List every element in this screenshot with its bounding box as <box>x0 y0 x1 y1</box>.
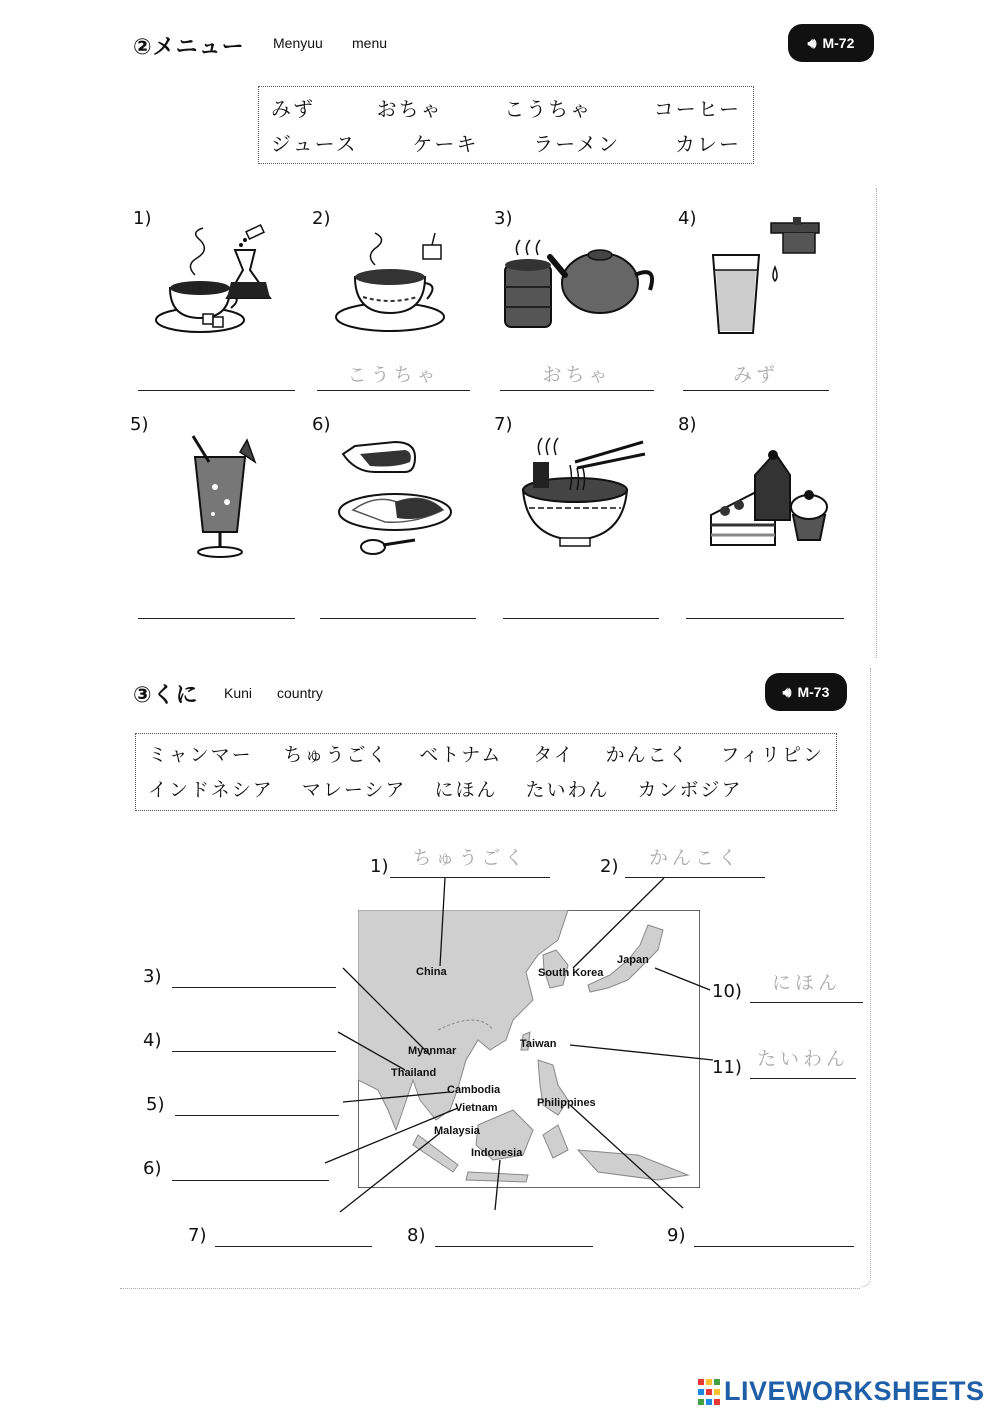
blank-answer-11: たいわん <box>756 1048 849 1070</box>
blank-number: 1) <box>370 856 389 877</box>
item-number: 7) <box>494 414 513 435</box>
blank-number: 3) <box>143 966 162 987</box>
liveworksheets-logo-text: LIVEWORKSHEETS <box>724 1376 985 1406</box>
item-number: 8) <box>678 414 697 435</box>
blank-number: 5) <box>146 1094 165 1115</box>
word-bank-item: コーヒー <box>653 97 741 121</box>
audio-badge-label: M-73 <box>797 684 830 700</box>
blank-line-9[interactable] <box>694 1246 854 1247</box>
liveworksheets-logo[interactable] <box>698 1376 985 1407</box>
word-bank-item: ラーメン <box>533 132 621 156</box>
blank-answer-10: にほん <box>771 972 841 994</box>
map-label-indonesia: Indonesia <box>471 1147 523 1159</box>
blank-number: 9) <box>667 1225 686 1246</box>
word-bank-item: カンボジア <box>637 779 743 801</box>
answer-text-3: おちゃ <box>542 364 612 386</box>
map-label-thailand: Thailand <box>391 1067 437 1079</box>
blank-number: 2) <box>600 856 619 877</box>
blank-number: 8) <box>407 1225 426 1246</box>
item-number: 2) <box>312 208 331 229</box>
answer-text-2: こうちゃ <box>347 364 440 386</box>
speaker-icon: 🔊︎ <box>782 683 792 700</box>
blank-line-1[interactable] <box>390 877 550 878</box>
map-label-myanmar: Myanmar <box>408 1045 457 1057</box>
word-bank-item: にほん <box>434 779 498 801</box>
map-label-china: China <box>416 966 447 978</box>
map-label-cambodia: Cambodia <box>447 1084 501 1096</box>
blank-number: 7) <box>188 1225 207 1246</box>
blank-line-2[interactable] <box>625 877 765 878</box>
speaker-icon: 🔊︎ <box>807 34 817 51</box>
blank-answer-1: ちゅうごく <box>412 847 528 869</box>
item-number: 6) <box>312 414 331 435</box>
map-label-taiwan: Taiwan <box>520 1038 557 1050</box>
map-label-south-korea: South Korea <box>538 967 604 979</box>
blank-line-8[interactable] <box>435 1246 593 1247</box>
word-bank-item: ベトナム <box>419 744 503 766</box>
word-bank-item: ミャンマー <box>148 744 253 766</box>
blank-line-5[interactable] <box>175 1115 339 1116</box>
map-label-japan: Japan <box>617 954 649 966</box>
audio-badge-label: M-72 <box>822 35 855 51</box>
word-bank-item: みず <box>271 97 315 121</box>
blank-number: 10) <box>712 981 742 1002</box>
map-label-philippines: Philippines <box>537 1097 596 1109</box>
blank-number: 6) <box>143 1158 162 1179</box>
item-number: 5) <box>130 414 149 435</box>
blank-line-6[interactable] <box>172 1180 329 1181</box>
word-bank-item: タイ <box>533 744 575 766</box>
blank-line-10[interactable] <box>750 1002 863 1003</box>
item-number: 4) <box>678 208 697 229</box>
word-bank-item: インドネシア <box>148 779 274 801</box>
word-bank-item: ケーキ <box>412 132 479 156</box>
blank-answer-2: かんこく <box>648 847 741 869</box>
item-number: 3) <box>494 208 513 229</box>
word-bank-item: ちゅうごく <box>283 744 389 766</box>
word-bank-item: おちゃ <box>376 97 443 121</box>
blank-line-4[interactable] <box>172 1051 336 1052</box>
word-bank-item: ジュース <box>271 132 358 156</box>
item-number: 1) <box>133 208 152 229</box>
blank-line-3[interactable] <box>172 987 336 988</box>
country-english: country <box>277 685 323 701</box>
blank-number: 11) <box>712 1057 742 1078</box>
word-bank-item: かんこく <box>605 744 690 766</box>
word-bank-item: たいわん <box>525 779 610 801</box>
country-section-title: ③くに <box>133 683 199 708</box>
menu-english: menu <box>352 35 388 51</box>
blank-line-7[interactable] <box>215 1246 372 1247</box>
country-romaji: Kuni <box>224 685 253 701</box>
word-bank-item: カレー <box>675 132 741 156</box>
word-bank-item: こうちゃ <box>504 97 593 121</box>
word-bank-item: マレーシア <box>301 779 407 801</box>
map-label-malaysia: Malaysia <box>434 1125 480 1137</box>
menu-section-title: ②メニュー <box>133 35 245 60</box>
word-bank-item: フィリピン <box>720 744 824 766</box>
blank-number: 4) <box>143 1030 162 1051</box>
liveworksheets-logo-icon <box>698 1379 720 1405</box>
map-label-vietnam: Vietnam <box>455 1102 498 1114</box>
answer-text-4: みず <box>732 364 779 386</box>
blank-line-11[interactable] <box>750 1078 856 1079</box>
menu-romaji: Menyuu <box>273 35 323 51</box>
